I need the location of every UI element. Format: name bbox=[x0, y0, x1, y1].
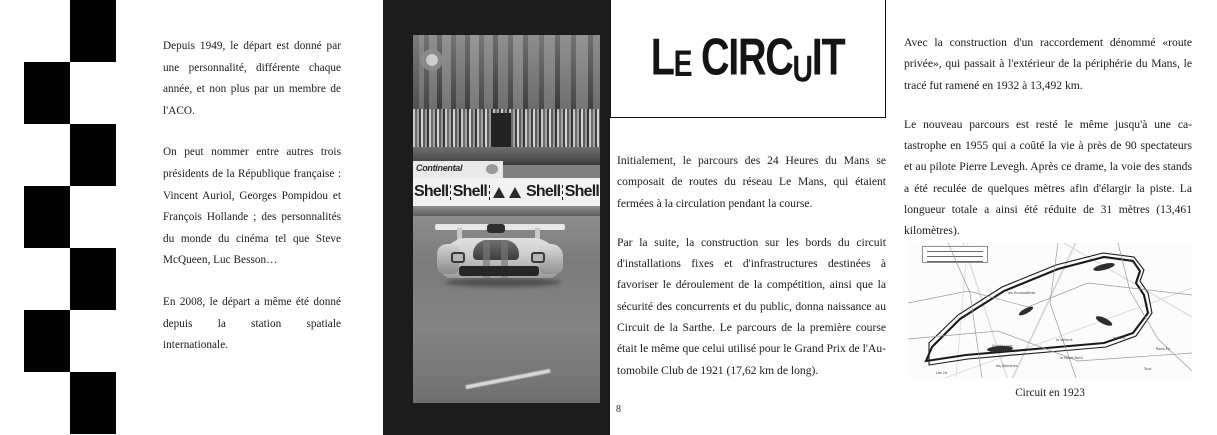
photo-race-car bbox=[435, 222, 565, 284]
stripes-icon bbox=[524, 185, 525, 200]
title-part-l: L bbox=[651, 27, 675, 86]
checker-cell bbox=[24, 0, 70, 62]
photo-continental-banner bbox=[413, 161, 503, 178]
black-panel bbox=[383, 0, 610, 435]
checker-cell bbox=[70, 0, 116, 62]
checker-cell bbox=[24, 186, 70, 248]
continental-banner-text: Continental bbox=[416, 163, 463, 173]
svg-text:la Vallerie: la Vallerie bbox=[1056, 338, 1073, 342]
stripes-icon bbox=[489, 185, 490, 200]
paragraph: Avec la construction d'un raccordement dénommé «route privée», qui passait à l'extérieur de la périphérie du Mans, le tracé fut ramené en 1932 à 13,492 km. bbox=[904, 36, 1192, 92]
paragraph: Depuis 1949, le départ est donné par une personnalité, différente chaque année, et non plus par un membre de l'ACO. bbox=[163, 40, 341, 117]
photo-shell-banner bbox=[413, 178, 600, 206]
left-text-column bbox=[163, 36, 341, 357]
checker-cell bbox=[70, 62, 116, 124]
checkerboard-decoration bbox=[24, 0, 117, 435]
checker-cell bbox=[70, 124, 116, 186]
checker-cell bbox=[24, 248, 70, 310]
svg-text:les Raineries: les Raineries bbox=[996, 364, 1018, 368]
paragraph: Initialement, le parcours des 24 Heures du Mans se composait de routes du réseau Le Mans, qui étaient fermées à la circulation pendant la course. bbox=[617, 154, 886, 210]
title-box bbox=[610, 0, 886, 118]
stripes-icon bbox=[450, 185, 451, 200]
paragraph: Le nouveau parcours est resté le même jusqu'à une catastrophe en 1955 qui a coûté la vie à près de 90 spectateurs et au pilote Pierre Levegh. Après ce drame, la voie des stands a été reculée de quelques mètres afin d'élargir la piste. La longueur totale a ainsi été réduite de 31 mètres (13,461 kilomètres). bbox=[904, 117, 1192, 238]
circuit-map-image bbox=[908, 243, 1192, 378]
photo-shell-roundel-sign bbox=[421, 49, 443, 71]
car-shadow bbox=[445, 278, 561, 287]
page-number: 8 bbox=[616, 404, 621, 415]
paragraph: On peut nommer entre autres trois présidents de la République française : Vincent Auriol, Georges Pompidou et François Hollande ; des personnalités du monde du cinéma tel que Steve McQueen, Luc Besson… bbox=[163, 146, 341, 267]
checker-cell bbox=[70, 310, 116, 372]
shell-banner-text: Shell bbox=[564, 183, 599, 200]
svg-text:Guelle-Loup: Guelle-Loup bbox=[992, 344, 1013, 348]
center-text-column bbox=[617, 150, 886, 399]
checker-cell bbox=[70, 248, 116, 310]
paragraph: Par la suite, la construction sur les bords du circuit d'installations fixes et d'infrastructures destinées à favoriser le déroulement de la compétition, ainsi que la sécurité des concurrents et du public, donna naissance au Circuit de la Sarthe. Le parcours de la première course était le même que celui utilisé pour le Grand Prix de l'Automobile Club de 1921 (17,62 km de long). bbox=[617, 235, 886, 377]
car-headlight-left bbox=[451, 252, 465, 263]
svg-text:les Hunaudières: les Hunaudières bbox=[1008, 291, 1036, 295]
car-air-intake bbox=[487, 224, 505, 233]
triangle-icon bbox=[493, 187, 505, 198]
photo-track-marking bbox=[465, 369, 550, 389]
map-figure bbox=[908, 243, 1192, 399]
photo-track-surface bbox=[413, 216, 600, 403]
svg-text:Tout: Tout bbox=[1144, 367, 1152, 371]
right-text-column bbox=[904, 32, 1192, 260]
checker-cell bbox=[24, 62, 70, 124]
title-part-u: U bbox=[792, 47, 813, 90]
map-caption: Circuit en 1923 bbox=[1015, 387, 1085, 399]
photo-haze bbox=[413, 35, 600, 113]
circuit-track-outline bbox=[908, 243, 1192, 378]
paragraph: En 2008, le départ a même été donné depuis la station spatiale internationale. bbox=[163, 295, 341, 352]
car-front-splitter bbox=[459, 266, 539, 276]
continental-logo-icon bbox=[486, 164, 498, 174]
race-photo bbox=[413, 35, 600, 403]
checker-cell bbox=[24, 124, 70, 186]
shell-banner-text: Shell bbox=[452, 183, 487, 200]
svg-text:Rond Ey: Rond Ey bbox=[1156, 347, 1170, 351]
photo-pit-wall bbox=[413, 206, 600, 216]
title-part-circ: CIRC bbox=[701, 27, 793, 86]
triangle-icon bbox=[509, 187, 521, 198]
shell-banner-text: Shell bbox=[526, 183, 561, 200]
checker-cell bbox=[24, 372, 70, 434]
title-part-e: E bbox=[674, 42, 692, 84]
svg-text:le Noret Nord: le Noret Nord bbox=[1060, 356, 1083, 360]
car-windscreen bbox=[473, 240, 519, 260]
checker-cell bbox=[70, 186, 116, 248]
photo-marshal-post bbox=[491, 113, 511, 147]
car-headlight-right bbox=[531, 252, 545, 263]
checker-cell bbox=[70, 372, 116, 434]
page-title bbox=[651, 27, 845, 91]
shell-banner-text: Shell bbox=[414, 183, 449, 200]
svg-text:la Terre: la Terre bbox=[1113, 336, 1126, 340]
title-part-it: IT bbox=[812, 27, 845, 86]
checker-cell bbox=[24, 310, 70, 372]
stripes-icon bbox=[562, 185, 563, 200]
svg-text:Les 24: Les 24 bbox=[936, 371, 948, 375]
